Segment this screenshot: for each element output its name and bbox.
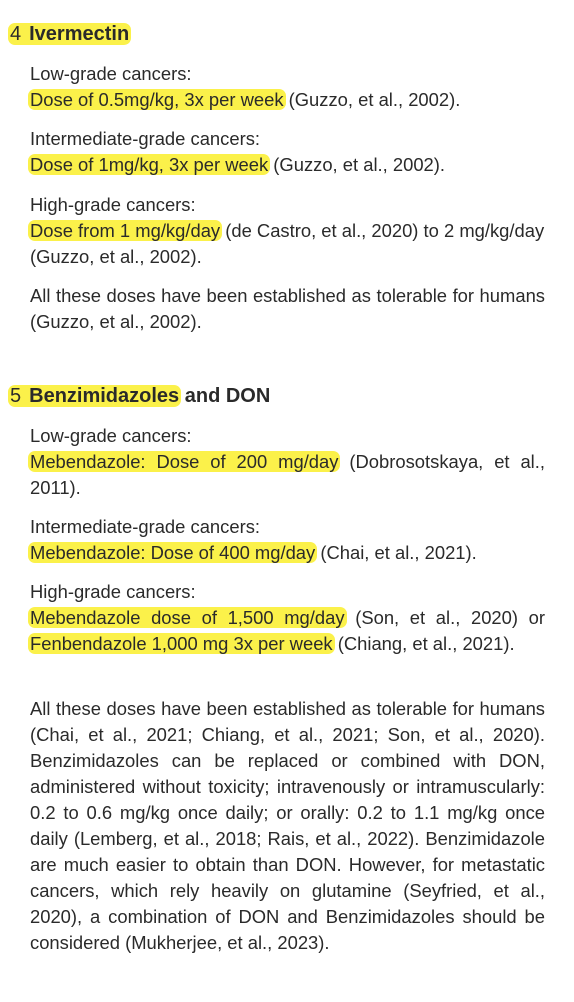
high-grade-label: High-grade cancers: bbox=[30, 194, 196, 215]
mebendazole-low-dose: Mebendazole: Dose of 200 mg/day bbox=[30, 451, 339, 472]
section-5-heading-highlight bbox=[8, 385, 181, 407]
ivermectin-intermediate-grade bbox=[30, 126, 545, 178]
section-5-number: 5 bbox=[10, 385, 22, 407]
low-grade-label: Low-grade cancers: bbox=[30, 63, 192, 84]
benzimidazole-high-grade bbox=[30, 579, 545, 657]
ivermectin-low-dose: Dose of 0.5mg/kg, 3x per week bbox=[30, 89, 284, 110]
benzimidazole-intermediate-grade bbox=[30, 514, 545, 566]
mebendazole-low-citation: (Dobrosotskaya, et al., 2011). bbox=[30, 451, 545, 498]
section-4-heading-highlight bbox=[8, 23, 131, 45]
ivermectin-intermediate-citation: (Guzzo, et al., 2002). bbox=[268, 154, 446, 175]
high-grade-label: High-grade cancers: bbox=[30, 581, 196, 602]
mebendazole-high-citation: (Son, et al., 2020) or bbox=[344, 607, 545, 628]
intermediate-grade-label: Intermediate-grade cancers: bbox=[30, 128, 260, 149]
fenbendazole-high-citation: (Chiang, et al., 2021). bbox=[332, 633, 515, 654]
mebendazole-intermediate-citation: (Chai, et al., 2021). bbox=[315, 542, 477, 563]
mebendazole-high-dose: Mebendazole dose of 1,500 mg/day bbox=[30, 607, 345, 628]
ivermectin-low-citation: (Guzzo, et al., 2002). bbox=[283, 89, 461, 110]
section-5-title-highlighted: Benzimidazoles bbox=[29, 385, 180, 407]
low-grade-label: Low-grade cancers: bbox=[30, 425, 192, 446]
ivermectin-high-grade bbox=[30, 192, 545, 270]
ivermectin-low-grade bbox=[30, 61, 545, 113]
benzimidazole-low-grade bbox=[30, 423, 545, 501]
section-4-number: 4 bbox=[10, 23, 22, 45]
section-4-title: Ivermectin bbox=[29, 23, 130, 45]
ivermectin-high-citation: (de Castro, et al., 2020) to 2 mg/kg/day (Guzzo, et al., 2002). bbox=[30, 220, 545, 267]
fenbendazole-high-dose: Fenbendazole 1,000 mg 3x per week bbox=[30, 633, 333, 654]
section-5-heading bbox=[10, 382, 270, 410]
benzimidazole-don-note: All these doses have been established as tolerable for humans (Chai, et al., 2021; Chiang, et al., 2021; Son, et al., 2020). Benzimidazoles can be replaced or combined with DON, administered without toxicity; intravenously or intramuscularly: 0.2 to 0.6 mg/kg once daily; or orally: 0.2 to 1.1 mg/kg once daily (Lemberg, et al., 2018; Rais, et al., 2022). Benzimidazole are much easier to obtain than DON. However, for metastatic cancers, which rely heavily on glutamine (Seyfried, et al., 2020), a combination of DON and Benzimidazoles should be considered (Mukherjee, et al., 2023). bbox=[30, 698, 545, 953]
section-5-title-rest: and DON bbox=[179, 385, 271, 407]
mebendazole-intermediate-dose: Mebendazole: Dose of 400 mg/day bbox=[30, 542, 316, 563]
ivermectin-intermediate-dose: Dose of 1mg/kg, 3x per week bbox=[30, 154, 269, 175]
ivermectin-high-dose: Dose from 1 mg/kg/day bbox=[30, 220, 221, 241]
section-4-heading bbox=[10, 20, 129, 48]
intermediate-grade-label: Intermediate-grade cancers: bbox=[30, 516, 260, 537]
ivermectin-tolerability-note: All these doses have been established as tolerable for humans (Guzzo, et al., 2002). bbox=[30, 285, 545, 332]
